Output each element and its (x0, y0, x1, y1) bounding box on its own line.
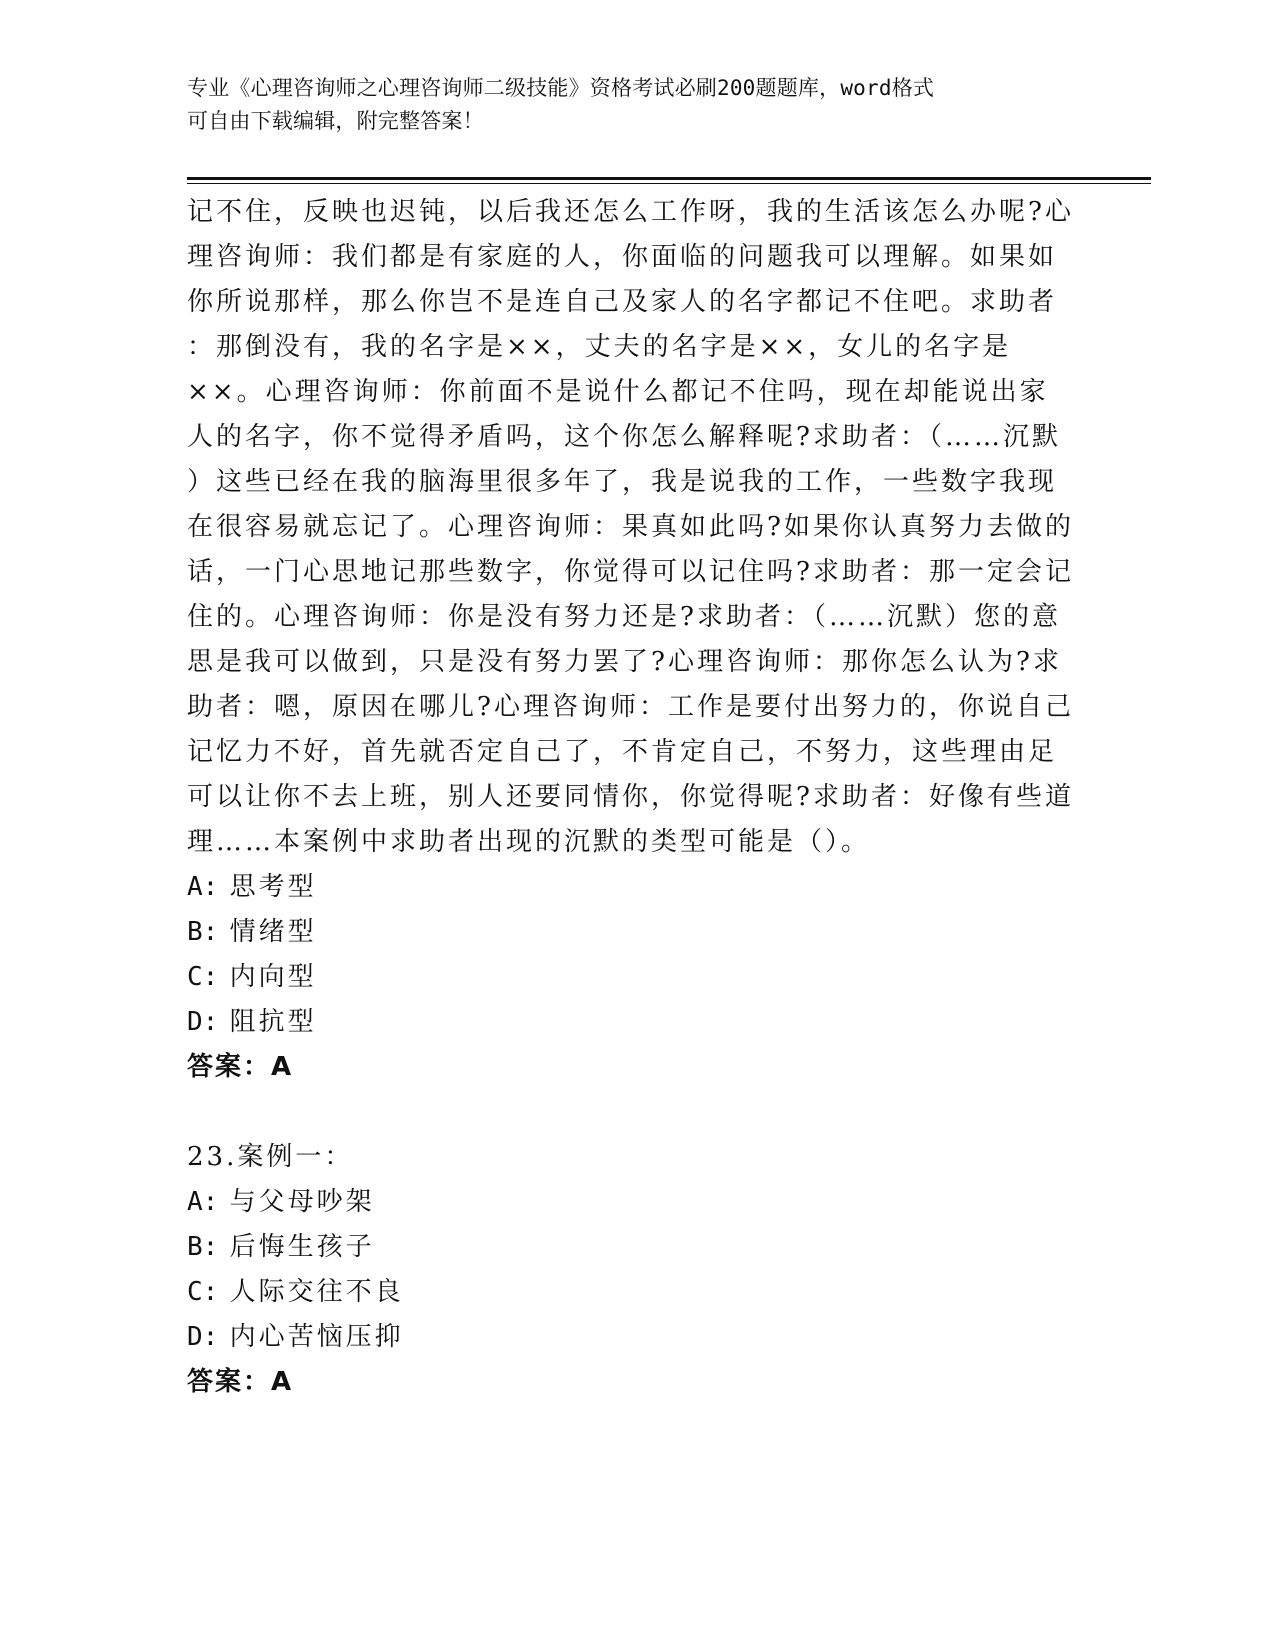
stem-line: ：那倒没有，我的名字是××，丈夫的名字是××，女儿的名字是 (187, 332, 1012, 362)
option-key: A: (187, 1187, 219, 1217)
option-text: 情绪型 (229, 917, 317, 947)
question-22-options (187, 865, 1087, 1045)
option-key: C: (187, 1277, 219, 1307)
option-b (187, 1225, 1087, 1270)
stem-line: 理……本案例中求助者出现的沉默的类型可能是（）。 (187, 827, 871, 857)
stem-line: 你所说那样，那么你岂不是连自己及家人的名字都记不住吧。求助者 (187, 287, 1058, 317)
question-22-answer: 答案：A (187, 1052, 294, 1082)
stem-line: 思是我可以做到，只是没有努力罢了?心理咨询师：那你怎么认为?求 (187, 647, 1062, 677)
option-d (187, 1315, 1087, 1360)
header-title-line-2: 可自由下载编辑，附完整答案！ (187, 109, 484, 133)
option-text: 思考型 (229, 872, 317, 902)
stem-line: 住的。心理咨询师：你是没有努力还是?求助者：（……沉默）您的意 (187, 602, 1061, 632)
option-c (187, 955, 1087, 1000)
option-key: C: (187, 962, 219, 992)
option-key: B: (187, 1232, 219, 1262)
option-text: 后悔生孩子 (229, 1232, 375, 1262)
header-divider-thick (187, 177, 1151, 180)
question-spacer (187, 1090, 1087, 1135)
option-a (187, 1180, 1087, 1225)
stem-line: 可以让你不去上班，别人还要同情你，你觉得呢?求助者：好像有些道 (187, 782, 1074, 812)
stem-line: 记不住，反映也迟钝，以后我还怎么工作呀，我的生活该怎么办呢?心 (187, 197, 1074, 227)
option-d (187, 1000, 1087, 1045)
option-key: B: (187, 917, 219, 947)
option-text: 与父母吵架 (229, 1187, 375, 1217)
header-title-line-1: 专业《心理咨询师之心理咨询师二级技能》资格考试必刷200题题库，word格式 (187, 76, 935, 100)
stem-line: 在很容易就忘记了。心理咨询师：果真如此吗?如果你认真努力去做的 (187, 512, 1074, 542)
option-a (187, 865, 1087, 910)
page-header (187, 72, 1067, 138)
option-b (187, 910, 1087, 955)
option-key: A: (187, 872, 219, 902)
option-text: 内心苦恼压抑 (229, 1322, 404, 1352)
option-text: 阻抗型 (229, 1007, 317, 1037)
header-divider-thin (187, 183, 1151, 184)
question-23-title: 23.案例一： (187, 1142, 354, 1172)
question-22-stem (187, 190, 1087, 865)
question-23-options (187, 1180, 1087, 1360)
option-key: D: (187, 1007, 219, 1037)
question-23-answer: 答案：A (187, 1367, 294, 1397)
option-key: D: (187, 1322, 219, 1352)
option-text: 人际交往不良 (229, 1277, 404, 1307)
stem-line: 话，一门心思地记那些数字，你觉得可以记住吗?求助者：那一定会记 (187, 557, 1074, 587)
stem-line: ××。心理咨询师：你前面不是说什么都记不住吗，现在却能说出家 (187, 377, 1049, 407)
stem-line: 记忆力不好，首先就否定自己了，不肯定自己，不努力，这些理由足 (187, 737, 1058, 767)
stem-line: ）这些已经在我的脑海里很多年了，我是说我的工作，一些数字我现 (187, 467, 1058, 497)
option-c (187, 1270, 1087, 1315)
stem-line: 人的名字，你不觉得矛盾吗，这个你怎么解释呢?求助者：（……沉默 (187, 422, 1061, 452)
stem-line: 理咨询师：我们都是有家庭的人，你面临的问题我可以理解。如果如 (187, 242, 1058, 272)
document-body (187, 190, 1087, 1405)
stem-line: 助者：嗯，原因在哪儿?心理咨询师：工作是要付出努力的，你说自己 (187, 692, 1074, 722)
option-text: 内向型 (229, 962, 317, 992)
